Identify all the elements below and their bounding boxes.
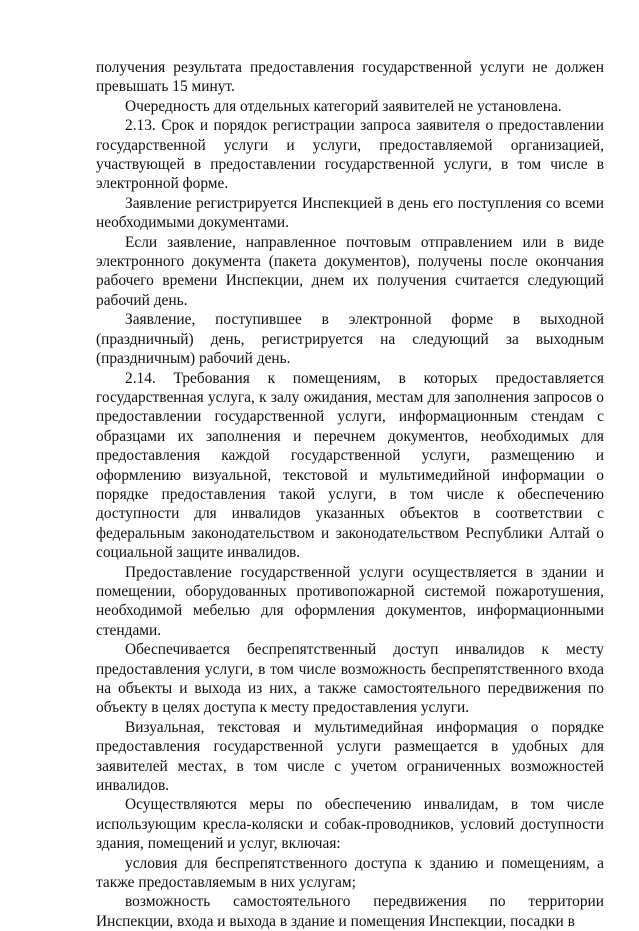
paragraph-2: Очередность для отдельных категорий заявителей не установлена. — [125, 97, 562, 115]
paragraph-3: 2.13. Срок и порядок регистрации запроса заявителя о предоставлении государственной услуги и услуги, предоставляемой организацией, участвующей в предоставлении государственной услуги, в том числе в электронной форме. — [96, 117, 604, 193]
paragraph-12: условия для беспрепятственного доступа к зданию и помещениям, а также предоставляемым в них услугам; — [96, 854, 604, 892]
paragraph-10: Визуальная, текстовая и мультимедийная информация о порядке предоставления государственной услуги размещается в удобных для заявителей местах, в том числе с учетом ограниченных возможностей инвалидов. — [96, 718, 604, 795]
paragraph-8: Предоставление государственной услуги осуществляется в здании и помещении, оборудованных противопожарной системой пожаротушения, необходимой мебелью для оформления документов, информационными стендами. — [96, 563, 604, 639]
document-page — [96, 58, 604, 931]
paragraph-7: 2.14. Требования к помещениям, в которых предоставляется государственная услуга, к залу ожидания, местам для заполнения запросов о предоставлении государственной услуги, информационным стендам с образцами их заполнения и перечнем документов, необходимых для предоставления каждой государственной услуги, размещению и оформлению визуальной, текстовой и мультимедийной информации о порядке предоставления такой услуги, в том числе к обеспечению доступности для инвалидов указанных объектов в соответствии с федеральным законодательством и законодательством Республики Алтай о социальной защите инвалидов. — [96, 369, 604, 562]
paragraph-1: получения результата предоставления государственной услуги не должен превышать 15 минут. — [96, 59, 604, 96]
paragraph-13: возможность самостоятельного передвижения по территории Инспекции, входа и выхода в здание и помещения Инспекции, посадки в — [96, 893, 604, 930]
paragraph-4: Заявление регистрируется Инспекцией в день его поступления со всеми необходимыми документами. — [96, 194, 604, 232]
paragraph-5: Если заявление, направленное почтовым отправлением или в виде электронного документа (пакета документов), получены после окончания рабочего времени Инспекции, днем их получения считается следующий рабочий день. — [96, 233, 604, 309]
paragraph-6: Заявление, поступившее в электронной форме в выходной (праздничный) день, регистрируется на следующий за выходным (праздничным) рабочий день. — [96, 311, 604, 368]
paragraph-9: Обеспечивается беспрепятственный доступ инвалидов к месту предоставления услуги, в том числе возможность беспрепятственного входа на объекты и выхода из них, а также самостоятельного передвижения по объекту в целях доступа к месту предоставления услуги. — [96, 641, 604, 717]
paragraph-11: Осуществляются меры по обеспечению инвалидам, в том числе использующим кресла-коляски и собак-проводников, условий доступности здания, помещений и услуг, включая: — [96, 796, 604, 853]
